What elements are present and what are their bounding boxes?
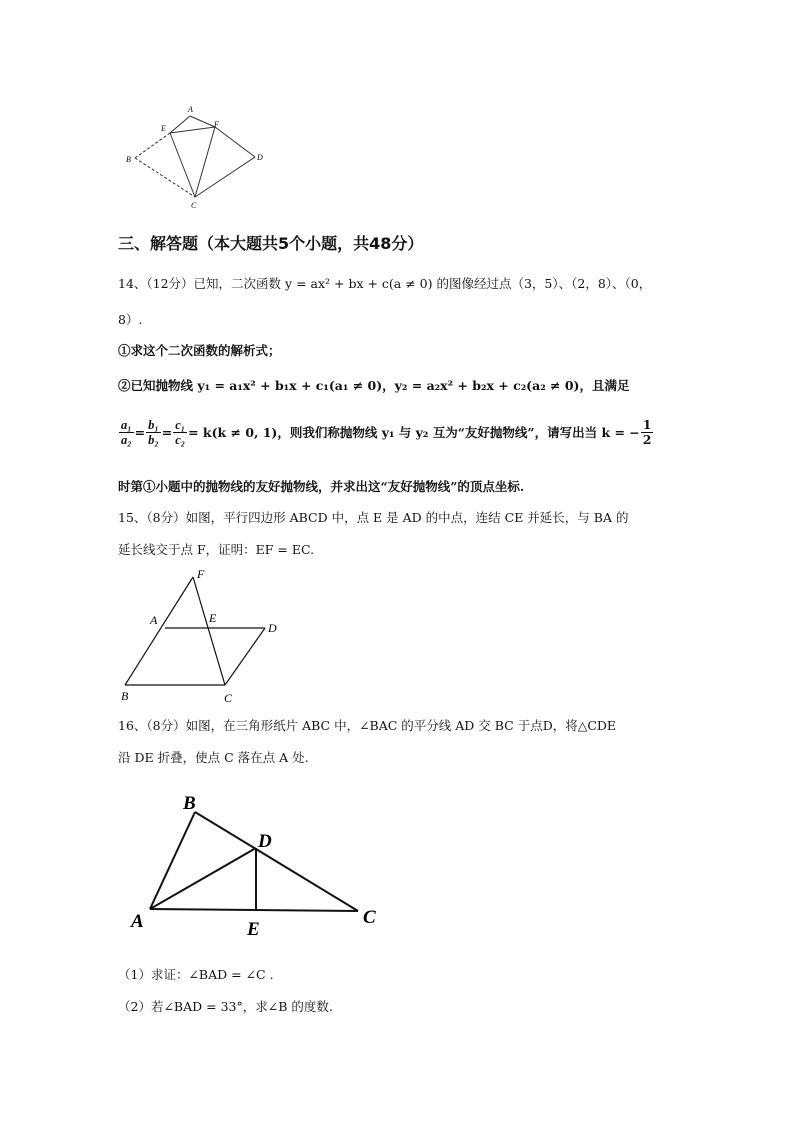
q14-part2-end: 时第①小题中的抛物线的友好抛物线，并求出这“友好抛物线”的顶点坐标. bbox=[118, 479, 525, 494]
fig13-label-a: A bbox=[188, 105, 193, 114]
q14-line1: 14、（12分）已知，二次函数 y = ax² + bx + c(a ≠ 0) 的图像经过点（3，5）、（2，8）、（0， bbox=[118, 276, 652, 291]
fig15-label-b: B bbox=[121, 689, 129, 703]
fig15-label-d: D bbox=[268, 621, 277, 635]
q14-line2: 8）. bbox=[118, 312, 143, 327]
fig15-label-e: E bbox=[209, 611, 217, 625]
section-title: 三、解答题（本大题共5个小题，共48分） bbox=[118, 234, 424, 253]
fig13-label-e: E bbox=[161, 124, 166, 133]
fig13-label-b: B bbox=[126, 155, 131, 164]
frac-tail: = k(k ≠ 0, 1)，则我们称抛物线 y₁ 与 y₂ 互为“友好抛物线”，请写出当 k = − bbox=[188, 424, 640, 440]
frac-c: $\frac{\text{c₁}}{\text{c₂}}$ bbox=[175, 418, 186, 447]
fig16-label-d: D bbox=[258, 831, 272, 852]
q16-line2: 沿 DE 折叠，使点 C 落在点 A 处. bbox=[118, 750, 309, 765]
fig15-label-f: F bbox=[197, 567, 205, 581]
fig16-label-e: E bbox=[247, 919, 260, 940]
q16-sub1: （1）求证：∠BAD = ∠C . bbox=[118, 967, 274, 982]
fig16-label-c: C bbox=[363, 907, 376, 928]
q15-line2: 延长线交于点 F，证明：EF = EC. bbox=[118, 542, 315, 557]
q14-fraction-line: $\frac{\text{a₁}}{\text{a₂}}$ = $\frac{\text{b₁}}{\text{b₂}}$ = $\frac{\text{c₁}}{\text{c₂}}$ = k(k ≠ 0, 1)，则我们称抛物线 y₁ 与 y₂ 互为“友好抛物线”，请写出当 k = − $\frac{1}{2}$ bbox=[121, 417, 652, 447]
figure-q16 bbox=[125, 785, 390, 945]
q16-sub2: （2）若∠BAD = 33°，求∠B 的度数. bbox=[118, 999, 333, 1014]
q16-line1: 16、（8分）如图，在三角形纸片 ABC 中，∠BAC 的平分线 AD 交 BC 于点D，将△CDE bbox=[118, 718, 617, 733]
fig16-label-b: B bbox=[183, 793, 196, 814]
figure-q13 bbox=[120, 100, 280, 215]
frac-b: $\frac{\text{b₁}}{\text{b₂}}$ bbox=[148, 418, 159, 447]
fig13-label-f: F bbox=[214, 120, 219, 129]
q14-part1: ①求这个二次函数的解析式； bbox=[118, 343, 281, 358]
fig13-label-c: C bbox=[191, 201, 197, 210]
fig15-label-a: A bbox=[150, 613, 158, 627]
fig13-label-d: D bbox=[257, 153, 263, 162]
fig15-label-c: C bbox=[224, 691, 233, 705]
frac-half: $\frac{1}{2}$ bbox=[642, 417, 652, 447]
frac-a: $\frac{\text{a₁}}{\text{a₂}}$ bbox=[121, 418, 132, 447]
q14-part2: ②已知抛物线 y₁ = a₁x² + b₁x + c₁(a₁ ≠ 0)，y₂ = a₂x² + b₂x + c₂(a₂ ≠ 0)，且满足 bbox=[118, 378, 630, 393]
figure-q15 bbox=[115, 562, 290, 707]
q15-line1: 15、（8分）如图，平行四边形 ABCD 中，点 E 是 AD 的中点，连结 CE 并延长，与 BA 的 bbox=[118, 510, 629, 525]
fig16-label-a: A bbox=[131, 911, 144, 932]
